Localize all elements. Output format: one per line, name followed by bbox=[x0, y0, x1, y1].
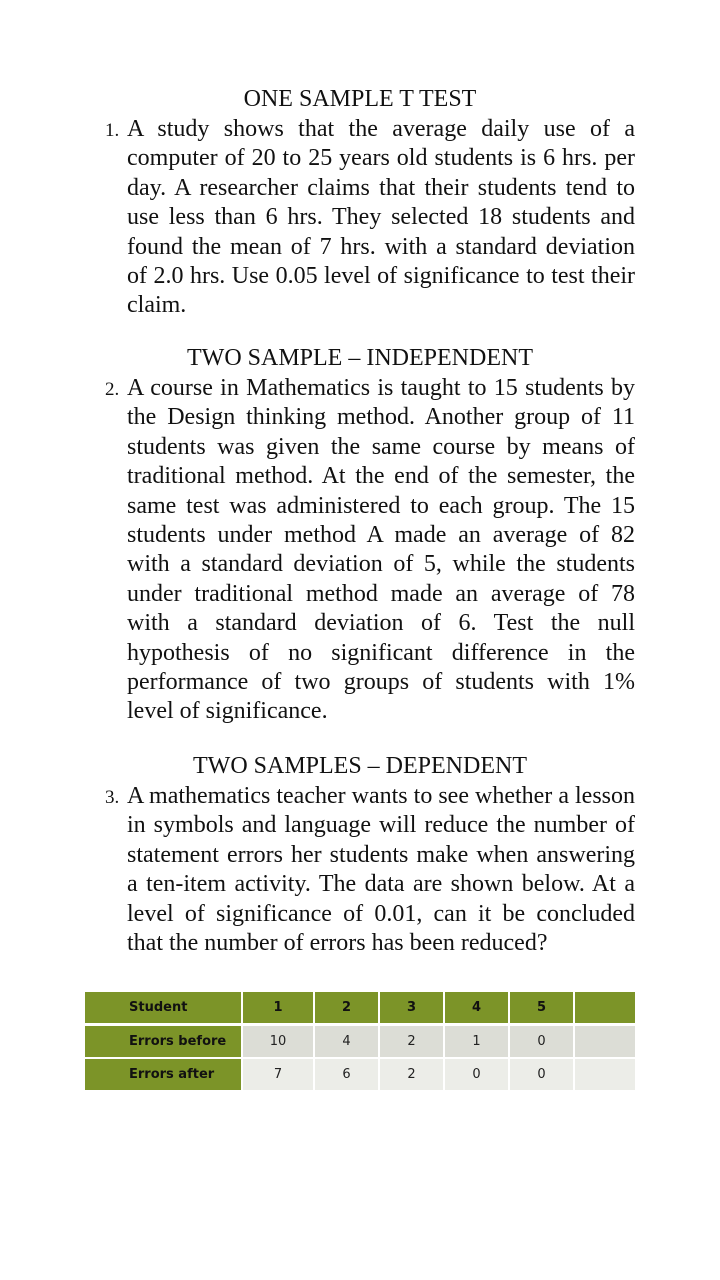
problem-1-text: A study shows that the average daily use of a computer of 20 to 25 years old students is 6 hrs. per day. A researcher claims that their students tend to use less than 6 hrs. They selected 18 students and found the mean of 7 hrs. with a standard deviation of 2.0 hrs. Use 0.05 level of significance to test their claim. bbox=[127, 116, 635, 319]
errors-table bbox=[85, 992, 635, 1090]
table-cell: 0 bbox=[510, 1059, 575, 1090]
section-3-heading: TWO SAMPLES – DEPENDENT bbox=[193, 753, 527, 779]
table-cell: 2 bbox=[380, 1059, 445, 1090]
table-header-cell: 4 bbox=[445, 992, 510, 1026]
table-cell: 4 bbox=[315, 1026, 380, 1059]
table-cell: 7 bbox=[243, 1059, 315, 1090]
problem-2-text: A course in Mathematics is taught to 15 students by the Design thinking method. Another group of 11 students was given the same course by means of traditional method. At the end of the semester, the same test was administered to each group. The 15 students under method A made an average of 82 with a standard deviation of 5, while the students under traditional method made an average of 78 with a standard deviation of 6. Test the null hypothesis of no significant difference in the performance of two groups of students with 1% level of significance. bbox=[127, 375, 635, 725]
problem-1 bbox=[105, 115, 635, 321]
table-cell: 0 bbox=[445, 1059, 510, 1090]
table-cell: 2 bbox=[380, 1026, 445, 1059]
problem-1-number: 1. bbox=[105, 120, 120, 141]
table-cell: 10 bbox=[243, 1026, 315, 1059]
table-row bbox=[85, 1026, 635, 1059]
problem-2-number: 2. bbox=[105, 379, 120, 400]
section-1-heading: ONE SAMPLE T TEST bbox=[243, 86, 477, 112]
table-header-cell: 2 bbox=[315, 992, 380, 1026]
table-empty-cell bbox=[575, 1059, 635, 1090]
table-row-label: Errors after bbox=[85, 1059, 243, 1090]
table-cell: 0 bbox=[510, 1026, 575, 1059]
table-row-label: Errors before bbox=[85, 1026, 243, 1059]
table-empty-cell bbox=[575, 992, 635, 1026]
table-header-label: Student bbox=[85, 992, 243, 1026]
problem-3-text: A mathematics teacher wants to see whether a lesson in symbols and language will reduce the number of statement errors her students make when answering a ten-item activity. The data are shown below. At a level of significance of 0.01, can it be concluded that the number of errors has been reduced? bbox=[127, 783, 635, 957]
table-header-cell: 5 bbox=[510, 992, 575, 1026]
section-2-heading: TWO SAMPLE – INDEPENDENT bbox=[187, 345, 533, 371]
table-cell: 1 bbox=[445, 1026, 510, 1059]
table-header-cell: 3 bbox=[380, 992, 445, 1026]
table-cell: 6 bbox=[315, 1059, 380, 1090]
table-header-cell: 1 bbox=[243, 992, 315, 1026]
problem-2 bbox=[105, 374, 635, 727]
problem-3 bbox=[105, 782, 635, 958]
table-empty-cell bbox=[575, 1026, 635, 1059]
table-header-row bbox=[85, 992, 635, 1026]
table-row bbox=[85, 1059, 635, 1090]
problem-3-number: 3. bbox=[105, 787, 120, 808]
